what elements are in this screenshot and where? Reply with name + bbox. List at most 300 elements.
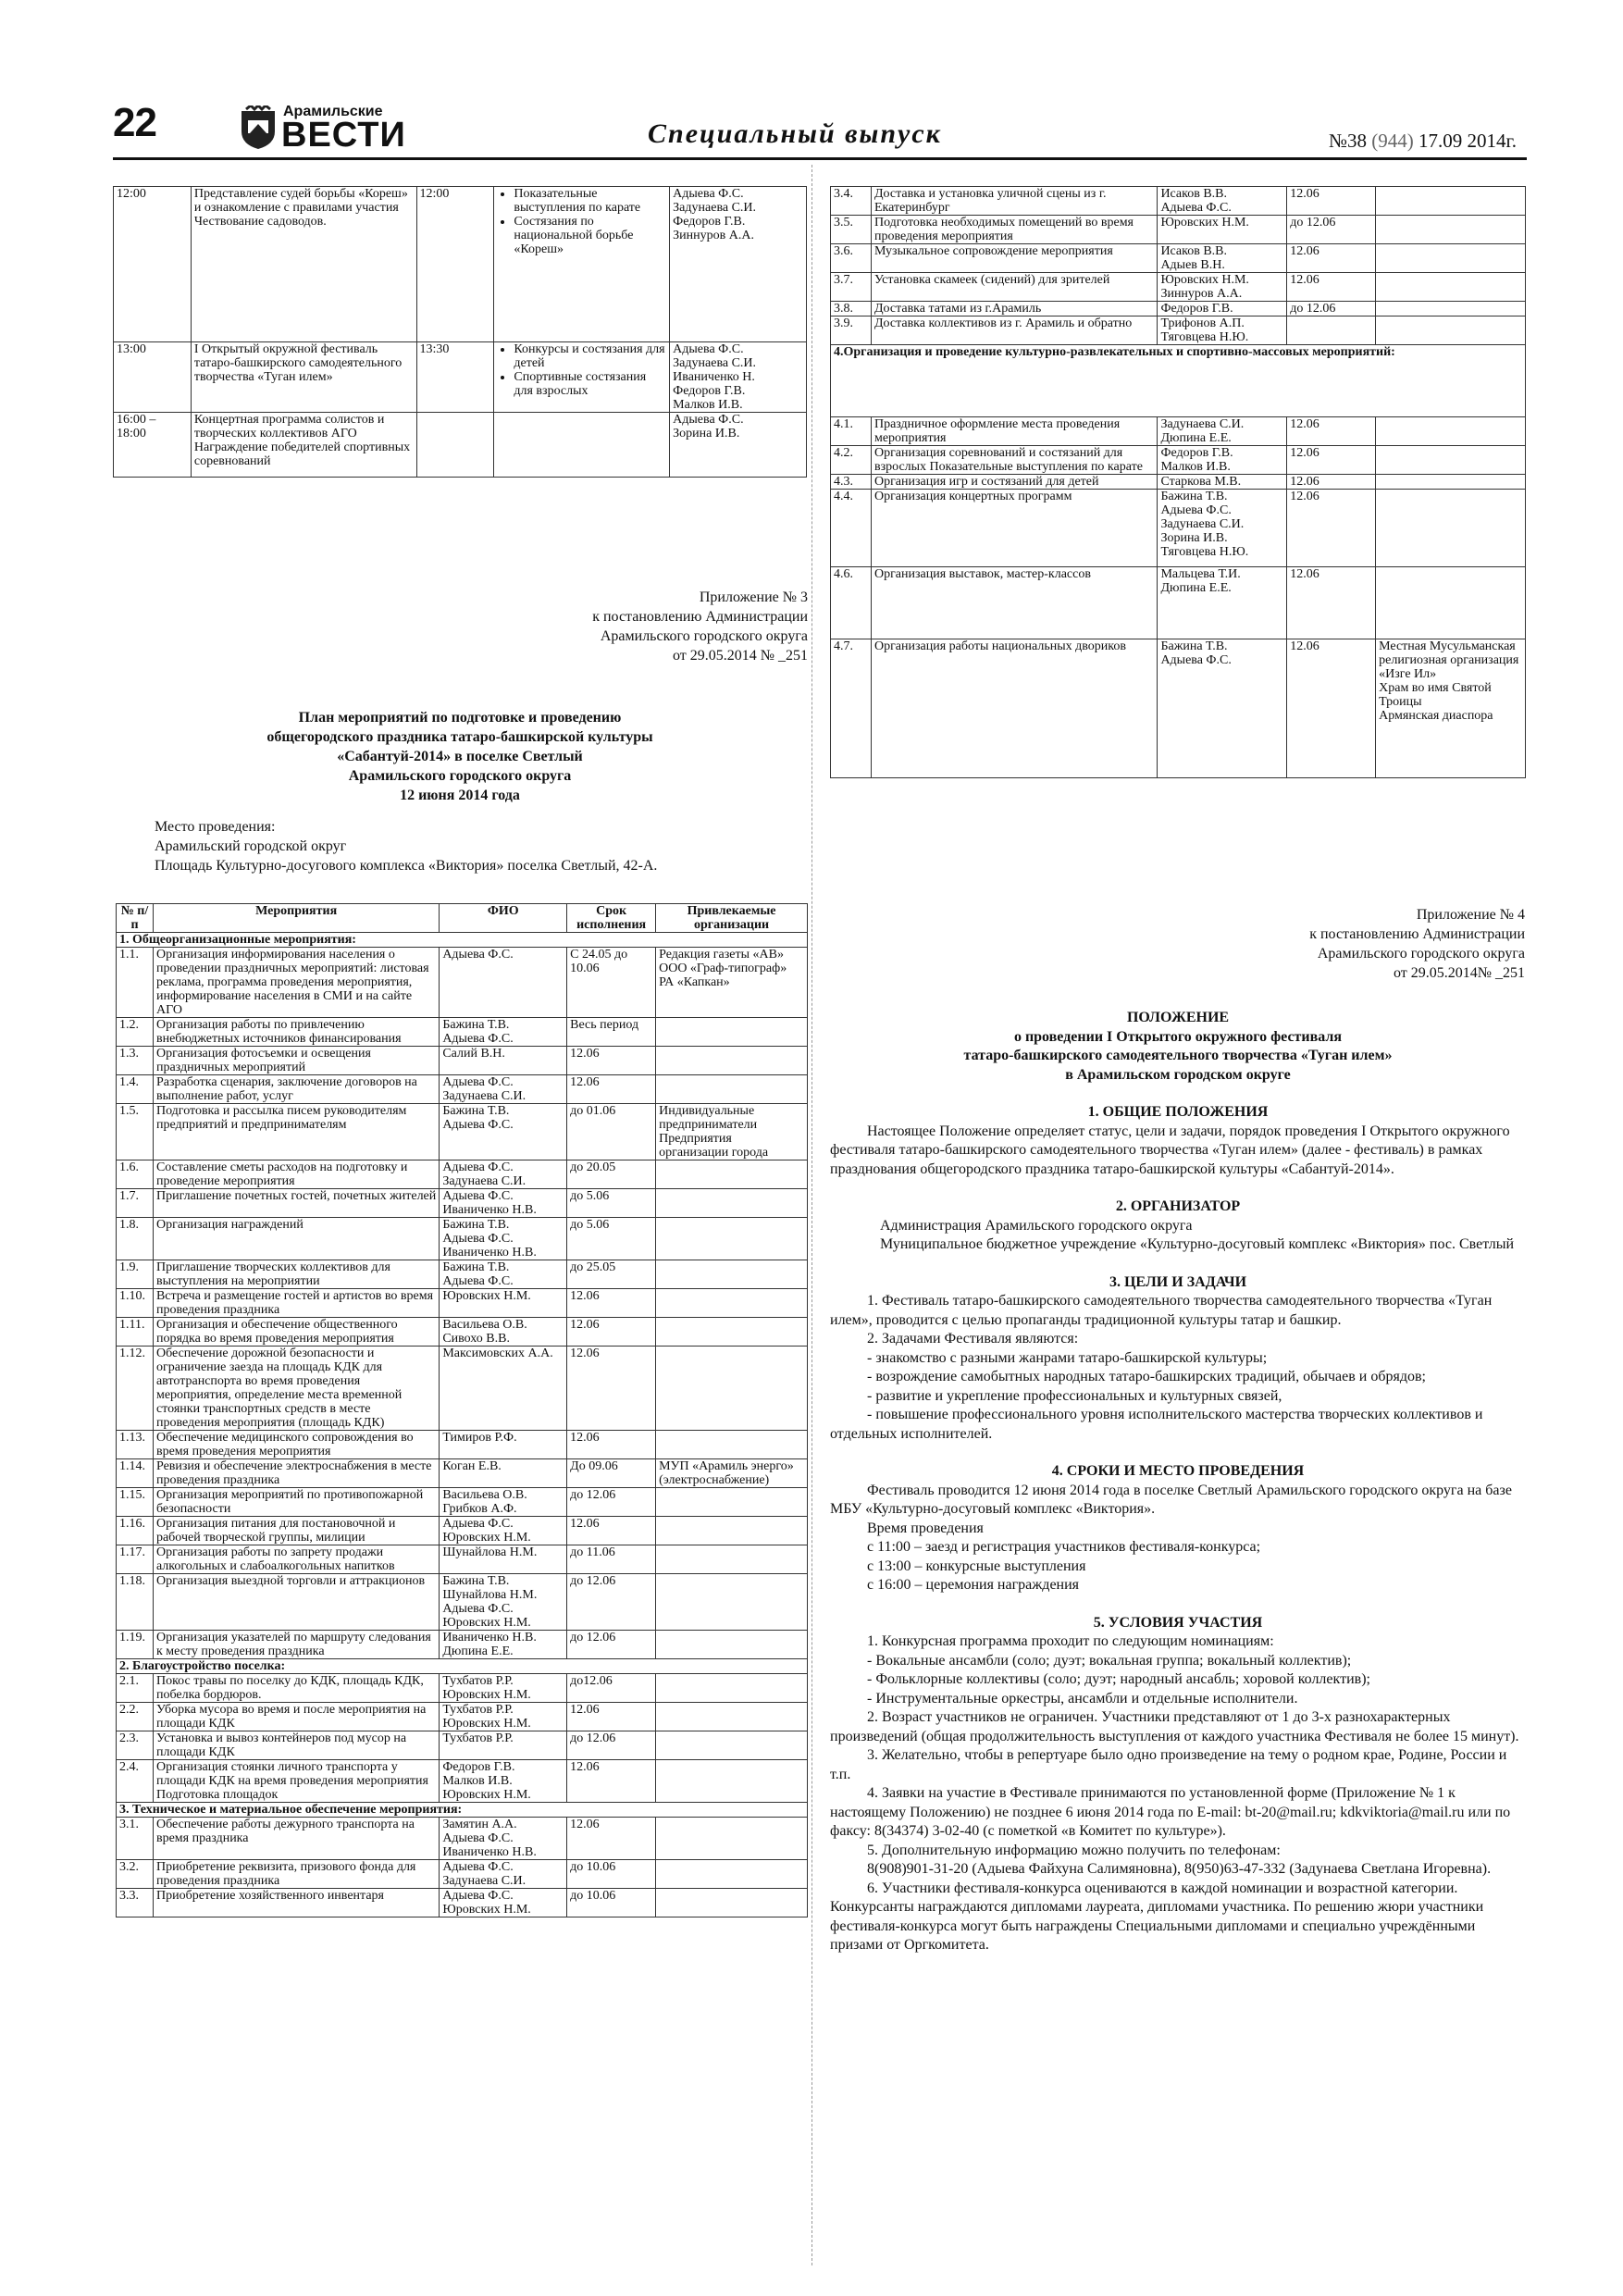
schedule-row xyxy=(114,413,807,478)
paragraph: Администрация Арамильского городского округа xyxy=(880,1217,1193,1234)
responsible-people-line: Иваниченко Н.В. xyxy=(442,1631,537,1644)
responsible-people-line: Задунаева С.И. xyxy=(442,1174,527,1188)
responsible-people xyxy=(440,1318,567,1347)
responsible-people xyxy=(440,1018,567,1047)
responsible-people xyxy=(440,1260,567,1289)
responsible-people-line: Бажина Т.В. xyxy=(442,1104,510,1118)
schedule-people-line: Адыева Ф.С. xyxy=(673,342,744,356)
organizations xyxy=(656,1289,808,1318)
responsible-people-line: Васильева О.В. xyxy=(442,1488,527,1502)
responsible-people xyxy=(1158,273,1287,302)
responsible-people-line: Старкова М.В. xyxy=(1160,475,1242,489)
row-number: 1.7. xyxy=(117,1189,154,1218)
coat-of-arms-icon xyxy=(239,105,278,150)
organizations-line: ООО «Граф-типограф» xyxy=(659,962,787,975)
row-number: 1.5. xyxy=(117,1104,154,1160)
deadline: До 09.06 xyxy=(567,1459,656,1488)
schedule-people-line: Иваниченко Н. xyxy=(673,370,755,384)
table-row xyxy=(117,1047,808,1075)
event-name: Составление сметы расходов на подготовку и проведение мероприятия xyxy=(153,1160,439,1189)
organizations xyxy=(1376,567,1526,639)
schedule-description-line: Награждение победителей спортивных соревнований xyxy=(193,441,411,468)
row-number: 1.18. xyxy=(117,1574,154,1631)
organizations xyxy=(656,1545,808,1574)
event-name: Обеспечение работы дежурного транспорта на время праздника xyxy=(153,1818,439,1860)
organizations xyxy=(656,1674,808,1703)
responsible-people xyxy=(1158,490,1287,567)
responsible-people-line: Юровских Н.М. xyxy=(442,1531,531,1545)
row-number: 1.4. xyxy=(117,1075,154,1104)
event-name: Организация стоянки личного транспорта у площади КДК на время проведения мероприятия Подготовка площадок xyxy=(153,1760,439,1803)
plan-table-continued xyxy=(830,186,1526,778)
table-row xyxy=(117,1860,808,1889)
appendix-3-line: от 29.05.2014 № _251 xyxy=(672,648,808,664)
responsible-people-line: Бажина Т.В. xyxy=(1160,639,1228,653)
deadline: Весь период xyxy=(567,1018,656,1047)
responsible-people-line: Дюпина Е.Е. xyxy=(442,1644,514,1658)
responsible-people xyxy=(440,948,567,1018)
organizations xyxy=(1376,490,1526,567)
responsible-people xyxy=(440,1488,567,1517)
regulation-title xyxy=(830,1009,1526,1085)
deadline: до 20.05 xyxy=(567,1160,656,1189)
deadline: 12.06 xyxy=(567,1075,656,1104)
table-row xyxy=(117,1289,808,1318)
table-row xyxy=(117,1574,808,1631)
responsible-people xyxy=(440,1731,567,1760)
col-header-deadline: Срок исполнения xyxy=(567,904,656,933)
table-row xyxy=(117,1260,808,1289)
responsible-people-line: Задунаева С.И. xyxy=(1160,417,1245,431)
organizations xyxy=(656,1075,808,1104)
section-row xyxy=(117,1659,808,1674)
event-name: Обеспечение медицинского сопровождения во время проведения мероприятия xyxy=(153,1431,439,1459)
responsible-people-line: Бажина Т.В. xyxy=(442,1218,510,1232)
responsible-people-line: Зиннуров А.А. xyxy=(1160,287,1243,301)
table-row xyxy=(117,1075,808,1104)
responsible-people-line: Иваниченко Н.В. xyxy=(442,1203,537,1217)
deadline: 12.06 xyxy=(1287,490,1376,567)
row-number: 4.4. xyxy=(831,490,872,567)
section-heading: 4. СРОКИ И МЕСТО ПРОВЕДЕНИЯ xyxy=(1051,1463,1305,1479)
event-name: Организация указателей по маршруту следования к месту проведения праздника xyxy=(153,1631,439,1659)
activity-list xyxy=(497,342,666,398)
schedule-activities xyxy=(494,342,670,413)
responsible-people xyxy=(1158,316,1287,345)
deadline: до 11.06 xyxy=(567,1545,656,1574)
section-title: Специальный выпуск xyxy=(648,118,942,149)
responsible-people-line: Адыева Ф.С. xyxy=(1160,201,1232,215)
responsible-people-line: Бажина Т.В. xyxy=(442,1260,510,1274)
responsible-people-line: Иваниченко Н.В. xyxy=(442,1246,537,1260)
organizations xyxy=(656,1318,808,1347)
table-row xyxy=(117,1104,808,1160)
event-name: Приобретение реквизита, призового фонда для проведения праздника xyxy=(153,1860,439,1889)
table-row xyxy=(117,1631,808,1659)
section-heading: 5. УСЛОВИЯ УЧАСТИЯ xyxy=(1093,1614,1263,1631)
responsible-people xyxy=(440,1631,567,1659)
responsible-people-line: Адыева Ф.С. xyxy=(442,1032,514,1046)
paragraph: 3. Желательно, чтобы в репертуаре было одно произведение на тему о родном крае, Родине, России и т.п. xyxy=(830,1747,1507,1782)
row-number: 4.3. xyxy=(831,475,872,490)
section-row xyxy=(117,1803,808,1818)
activity-item: • Спортивные состязания для взрослых xyxy=(514,370,666,398)
paragraph: 8(908)901-31-20 (Адыева Файхуна Салимяновна), 8(950)63-47-332 (Задунаева Светлана Игоревна). xyxy=(867,1861,1492,1877)
responsible-people-line: Тяговцева Н.Ю. xyxy=(1160,330,1249,344)
responsible-people xyxy=(1158,567,1287,639)
event-name: Организация награждений xyxy=(153,1218,439,1260)
responsible-people-line: Бажина Т.В. xyxy=(1160,490,1228,503)
row-number: 4.7. xyxy=(831,639,872,778)
responsible-people-line: Мальцева Т.И. xyxy=(1160,567,1241,581)
responsible-people xyxy=(440,1189,567,1218)
event-name: Приглашение творческих коллективов для выступления на мероприятии xyxy=(153,1260,439,1289)
table-row xyxy=(831,273,1526,302)
responsible-people-line: Адыева Ф.С. xyxy=(442,1160,514,1174)
organizations xyxy=(656,1347,808,1431)
organizations-line: РА «Капкан» xyxy=(659,975,730,989)
activity-list xyxy=(497,187,666,256)
row-number: 1.16. xyxy=(117,1517,154,1545)
schedule-activities xyxy=(494,413,670,478)
responsible-people-line: Малков И.В. xyxy=(442,1774,513,1788)
regulation-title-line: в Арамильском городском округе xyxy=(1065,1066,1291,1083)
responsible-people-line: Замятин А.А. xyxy=(442,1818,517,1831)
schedule-time: 13:30 xyxy=(416,342,494,413)
event-name: Уборка мусора во время и после мероприятия на площади КДК xyxy=(153,1703,439,1731)
paragraph: - развитие и укрепление профессиональных и культурных связей, xyxy=(867,1387,1282,1404)
event-name: Организация мероприятий по противопожарной безопасности xyxy=(153,1488,439,1517)
schedule-people-line: Задунаева С.И. xyxy=(673,356,757,370)
event-name: Покос травы по поселку до КДК, площадь КДК, побелка бордюров. xyxy=(153,1674,439,1703)
responsible-people-line: Адыева Ф.С. xyxy=(442,1274,514,1288)
row-number: 1.3. xyxy=(117,1047,154,1075)
responsible-people-line: Шунайлова Н.М. xyxy=(442,1545,538,1559)
schedule-time: 13:00 xyxy=(114,342,192,413)
row-number: 3.2. xyxy=(117,1860,154,1889)
responsible-people-line: Дюпина Е.Е. xyxy=(1160,581,1232,595)
responsible-people xyxy=(1158,417,1287,446)
responsible-people xyxy=(440,1703,567,1731)
responsible-people-line: Тухбатов Р.Р. xyxy=(442,1731,514,1745)
organizations-line: Местная Мусульманская религиозная организация «Изге Ил» xyxy=(1379,639,1519,681)
table-row xyxy=(831,475,1526,490)
responsible-people xyxy=(1158,475,1287,490)
section-heading: 2. ОРГАНИЗАТОР xyxy=(1115,1198,1241,1214)
responsible-people-line: Зорина И.В. xyxy=(1160,531,1228,545)
row-number: 3.8. xyxy=(831,302,872,316)
table-row xyxy=(117,1431,808,1459)
deadline: до 12.06 xyxy=(1287,302,1376,316)
plan-title-line: «Сабантуй-2014» в поселке Светлый xyxy=(337,749,583,764)
organizations-line: МУП «Арамиль энерго» (электроснабжение) xyxy=(659,1459,794,1487)
responsible-people xyxy=(440,1674,567,1703)
section-title: 1. Общеорганизационные мероприятия: xyxy=(117,933,808,948)
responsible-people-line: Адыева Ф.С. xyxy=(442,1232,514,1246)
plan-title-line: Арамильского городского округа xyxy=(348,768,572,784)
responsible-people xyxy=(440,1818,567,1860)
event-name: Организация работы по запрету продажи алкогольных и слабоалкогольных напитков xyxy=(153,1545,439,1574)
paragraph: 5. Дополнительную информацию можно получить по телефонам: xyxy=(867,1842,1281,1858)
col-header-name: ФИО xyxy=(440,904,567,933)
event-name: Доставка татами из г.Арамиль xyxy=(871,302,1157,316)
organizations xyxy=(1376,187,1526,216)
responsible-people-line: Адыева Ф.С. xyxy=(442,1517,514,1531)
responsible-people-line: Исаков В.В. xyxy=(1160,187,1228,201)
paragraph: - Инструментальные оркестры, ансамбли и отдельные исполнители. xyxy=(867,1690,1298,1706)
responsible-people xyxy=(1158,244,1287,273)
table-row xyxy=(117,1218,808,1260)
schedule-description xyxy=(191,342,416,413)
responsible-people-line: Шунайлова Н.М. xyxy=(442,1588,538,1602)
row-number: 4.6. xyxy=(831,567,872,639)
table-row xyxy=(117,1189,808,1218)
table-row xyxy=(831,216,1526,244)
appendix-4-line: Арамильского городского округа xyxy=(1317,946,1525,962)
deadline: 12.06 xyxy=(567,1818,656,1860)
regulation-title-line: татаро-башкирского самодеятельного творчества «Туган илем» xyxy=(963,1048,1393,1063)
deadline: 12.06 xyxy=(1287,446,1376,475)
responsible-people-line: Юровских Н.М. xyxy=(442,1717,531,1731)
responsible-people-line: Адыева Ф.С. xyxy=(442,1602,514,1616)
responsible-people-line: Адыева Ф.С. xyxy=(442,1118,514,1132)
responsible-people xyxy=(1158,187,1287,216)
organizations xyxy=(656,1818,808,1860)
responsible-people-line: Тимиров Р.Ф. xyxy=(442,1431,517,1445)
event-name: Организация выставок, мастер-классов xyxy=(871,567,1157,639)
responsible-people-line: Адыева Ф.С. xyxy=(442,1189,514,1203)
responsible-people-line: Бажина Т.В. xyxy=(442,1018,510,1032)
responsible-people xyxy=(440,1459,567,1488)
row-number: 1.13. xyxy=(117,1431,154,1459)
organizations xyxy=(656,1459,808,1488)
responsible-people-line: Адыева Ф.С. xyxy=(1160,503,1232,517)
schedule-people-line: Задунаева С.И. xyxy=(673,201,757,215)
organizations xyxy=(1376,302,1526,316)
deadline: до 5.06 xyxy=(567,1189,656,1218)
table-row xyxy=(831,567,1526,639)
responsible-people-line: Салий В.Н. xyxy=(442,1047,505,1061)
table-row xyxy=(831,490,1526,567)
organizations-line: Редакция газеты «АВ» xyxy=(659,948,784,962)
organizations xyxy=(656,948,808,1018)
organizations xyxy=(656,1488,808,1517)
appendix-4-line: к постановлению Администрации xyxy=(1309,926,1525,942)
responsible-people-line: Адыева Ф.С. xyxy=(442,1831,514,1845)
row-number: 3.9. xyxy=(831,316,872,345)
responsible-people-line: Адыева Ф.С. xyxy=(442,1075,514,1089)
organizations xyxy=(1376,417,1526,446)
organizations xyxy=(656,1189,808,1218)
organizations xyxy=(656,1889,808,1917)
event-name: Доставка и установка уличной сцены из г. Екатеринбург xyxy=(871,187,1157,216)
responsible-people-line: Юровских Н.М. xyxy=(442,1903,531,1917)
deadline: 12.06 xyxy=(567,1703,656,1731)
responsible-people-line: Федоров Г.В. xyxy=(442,1760,515,1774)
event-name: Ревизия и обеспечение электроснабжения в месте проведения праздника xyxy=(153,1459,439,1488)
deadline: до 10.06 xyxy=(567,1860,656,1889)
appendix-4-line: Приложение № 4 xyxy=(1416,907,1525,923)
event-name: Организация фотосъемки и освещения праздничных мероприятий xyxy=(153,1047,439,1075)
deadline: 12.06 xyxy=(567,1760,656,1803)
regulation-title-line: о проведении I Открытого окружного фестиваля xyxy=(1013,1028,1343,1045)
row-number: 2.4. xyxy=(117,1760,154,1803)
responsible-people xyxy=(440,1104,567,1160)
responsible-people xyxy=(440,1289,567,1318)
paragraph: с 13:00 – конкурсные выступления xyxy=(867,1558,1086,1574)
event-name: Приобретение хозяйственного инвентаря xyxy=(153,1889,439,1917)
event-name: Организация и обеспечение общественного порядка во время проведения мероприятия xyxy=(153,1318,439,1347)
organizations xyxy=(656,1731,808,1760)
plan-title xyxy=(113,708,807,805)
plan-table xyxy=(116,903,808,1917)
schedule-people-line: Зиннуров А.А. xyxy=(673,229,754,242)
table-row xyxy=(117,1818,808,1860)
deadline: 12.06 xyxy=(567,1318,656,1347)
organizations-line: Предприятия организации города xyxy=(659,1132,769,1160)
schedule-activities xyxy=(494,187,670,342)
responsible-people-line: Юровских Н.М. xyxy=(442,1616,531,1630)
responsible-people xyxy=(440,1574,567,1631)
responsible-people-line: Максимовских А.А. xyxy=(442,1347,553,1360)
table-row xyxy=(117,1160,808,1189)
event-name: Организация соревнований и состязаний для взрослых Показательные выступления по карате xyxy=(871,446,1157,475)
schedule-people-line: Малков И.В. xyxy=(673,398,743,412)
responsible-people-line: Задунаева С.И. xyxy=(442,1089,527,1103)
row-number: 2.1. xyxy=(117,1674,154,1703)
appendix-3-line: Арамильского городского округа xyxy=(600,628,808,644)
responsible-people-line: Бажина Т.В. xyxy=(442,1574,510,1588)
table-row xyxy=(117,1517,808,1545)
schedule-time: 12:00 xyxy=(416,187,494,342)
organizations xyxy=(656,1517,808,1545)
col-header-number: № п/п xyxy=(117,904,154,933)
section-title: 2. Благоустройство поселка: xyxy=(117,1659,808,1674)
deadline: до 12.06 xyxy=(567,1731,656,1760)
row-number: 1.1. xyxy=(117,948,154,1018)
deadline: до12.06 xyxy=(567,1674,656,1703)
schedule-people xyxy=(670,413,807,478)
responsible-people xyxy=(440,1160,567,1189)
paragraph: 6. Участники фестиваля-конкурса оцениваются в каждой номинации и возрастной категории. Конкурсанты награждаются дипломами лауреата, дипломами участника. По решению жюри участники фестиваля-конкурса могут быть награждены Специальными дипломами и специально учреждёнными призами от Оргкомитета. xyxy=(830,1880,1484,1953)
deadline: 12.06 xyxy=(567,1047,656,1075)
paragraph: - Вокальные ансамбли (соло; дуэт; вокальная группа; вокальный коллектив); xyxy=(867,1652,1352,1669)
deadline: до 01.06 xyxy=(567,1104,656,1160)
responsible-people-line: Адыев В.Н. xyxy=(1160,258,1225,272)
event-name: Установка скамеек (сидений) для зрителей xyxy=(871,273,1157,302)
organizations xyxy=(1376,316,1526,345)
schedule-description xyxy=(191,413,416,478)
responsible-people xyxy=(440,1889,567,1917)
organizations xyxy=(656,1431,808,1459)
organizations xyxy=(656,1631,808,1659)
responsible-people xyxy=(440,1047,567,1075)
page-number: 22 xyxy=(113,100,156,145)
organizations xyxy=(656,1218,808,1260)
organizations-line: Храм во имя Святой Троицы xyxy=(1379,681,1492,709)
event-name: Организация концертных программ xyxy=(871,490,1157,567)
event-name: Разработка сценария, заключение договоров на выполнение работ, услуг xyxy=(153,1075,439,1104)
deadline: 12.06 xyxy=(1287,567,1376,639)
schedule-people-line: Федоров Г.В. xyxy=(673,384,746,398)
responsible-people xyxy=(440,1760,567,1803)
row-number: 1.6. xyxy=(117,1160,154,1189)
table-row xyxy=(831,302,1526,316)
table-row xyxy=(831,244,1526,273)
event-name: Организация информирования населения о проведении праздничных мероприятий: листовая реклама, программа проведения мероприятия, информирование населения в СМИ и на сайте АГО xyxy=(153,948,439,1018)
schedule-people xyxy=(670,342,807,413)
organizations xyxy=(656,1260,808,1289)
event-name: Обеспечение дорожной безопасности и ограничение заезда на площадь КДК для автотранспорта во время проведения мероприятия, определение места временной стоянки транспортных средств в месте проведения мероприятия (площадь КДК) xyxy=(153,1347,439,1431)
deadline: 12.06 xyxy=(1287,639,1376,778)
responsible-people-line: Федоров Г.В. xyxy=(1160,446,1233,460)
organizations-line: Армянская диаспора xyxy=(1379,709,1493,723)
deadline: до 12.06 xyxy=(567,1488,656,1517)
responsible-people xyxy=(1158,446,1287,475)
row-number: 1.17. xyxy=(117,1545,154,1574)
organizations xyxy=(656,1018,808,1047)
regulation-document xyxy=(830,1009,1526,1955)
schedule-description-line: I Открытый окружной фестиваль татаро-башкирского самодеятельного творчества «Туган илем» xyxy=(193,342,403,384)
deadline: до 12.06 xyxy=(1287,216,1376,244)
responsible-people-line: Малков И.В. xyxy=(1160,460,1231,474)
schedule-description xyxy=(191,187,416,342)
section-heading: 1. ОБЩИЕ ПОЛОЖЕНИЯ xyxy=(1087,1104,1269,1120)
event-name: Доставка коллективов из г. Арамиль и обратно xyxy=(871,316,1157,345)
plan-place-line: Арамильский городской округ xyxy=(155,838,347,854)
section-title: 4.Организация и проведение культурно-развлекательных и спортивно-массовых мероприятий: xyxy=(831,345,1526,417)
issue-info xyxy=(1329,130,1517,153)
paragraph: 2. Задачами Фестиваля являются: xyxy=(867,1331,1079,1347)
deadline: 12.06 xyxy=(567,1517,656,1545)
responsible-people-line: Адыева Ф.С. xyxy=(1160,653,1232,667)
paragraph: Настоящее Положение определяет статус, цели и задачи, порядок проведения I Открытого окружного фестиваля татаро-башкирского самодеятельного творчества «Туган илем» (далее - фестиваль) в рамках празднования общегородского праздника татаро-башкирской культуры «Сабантуй-2014». xyxy=(830,1123,1510,1177)
section-heading: 3. ЦЕЛИ И ЗАДАЧИ xyxy=(1109,1273,1247,1290)
plan-place xyxy=(155,817,802,875)
deadline: до 5.06 xyxy=(567,1218,656,1260)
deadline: 12.06 xyxy=(1287,244,1376,273)
plan-place-line: Площадь Культурно-досугового комплекса «Виктория» поселка Светлый, 42-А. xyxy=(155,858,658,874)
table-row xyxy=(117,1459,808,1488)
plan-title-line: общегородского праздника татаро-башкирской культуры xyxy=(266,729,653,745)
row-number: 1.15. xyxy=(117,1488,154,1517)
event-name: Праздничное оформление места проведения мероприятия xyxy=(871,417,1157,446)
responsible-people xyxy=(440,1545,567,1574)
row-number: 3.7. xyxy=(831,273,872,302)
organizations xyxy=(656,1104,808,1160)
paragraph: - возрождение самобытных народных татаро-башкирских традиций, обычаев и обрядов; xyxy=(867,1369,1426,1384)
organizations xyxy=(1376,475,1526,490)
responsible-people-line: Трифонов А.П. xyxy=(1160,316,1245,330)
row-number: 3.3. xyxy=(117,1889,154,1917)
plan-table-header xyxy=(117,904,808,933)
event-name: Подготовка и рассылка писем руководителям предприятий и предпринимателям xyxy=(153,1104,439,1160)
activity-item: • Показательные выступления по карате xyxy=(514,187,666,215)
schedule-people-line: Адыева Ф.С. xyxy=(673,187,744,201)
row-number: 1.9. xyxy=(117,1260,154,1289)
organizations xyxy=(656,1047,808,1075)
appendix-4 xyxy=(1157,905,1525,983)
row-number: 3.1. xyxy=(117,1818,154,1860)
appendix-3-line: Приложение № 3 xyxy=(699,590,808,605)
table-row xyxy=(117,1347,808,1431)
deadline: 12.06 xyxy=(1287,273,1376,302)
responsible-people xyxy=(440,1347,567,1431)
table-row xyxy=(117,948,808,1018)
appendix-3-line: к постановлению Администрации xyxy=(592,609,808,625)
row-number: 4.2. xyxy=(831,446,872,475)
responsible-people-line: Дюпина Е.Е. xyxy=(1160,431,1232,445)
